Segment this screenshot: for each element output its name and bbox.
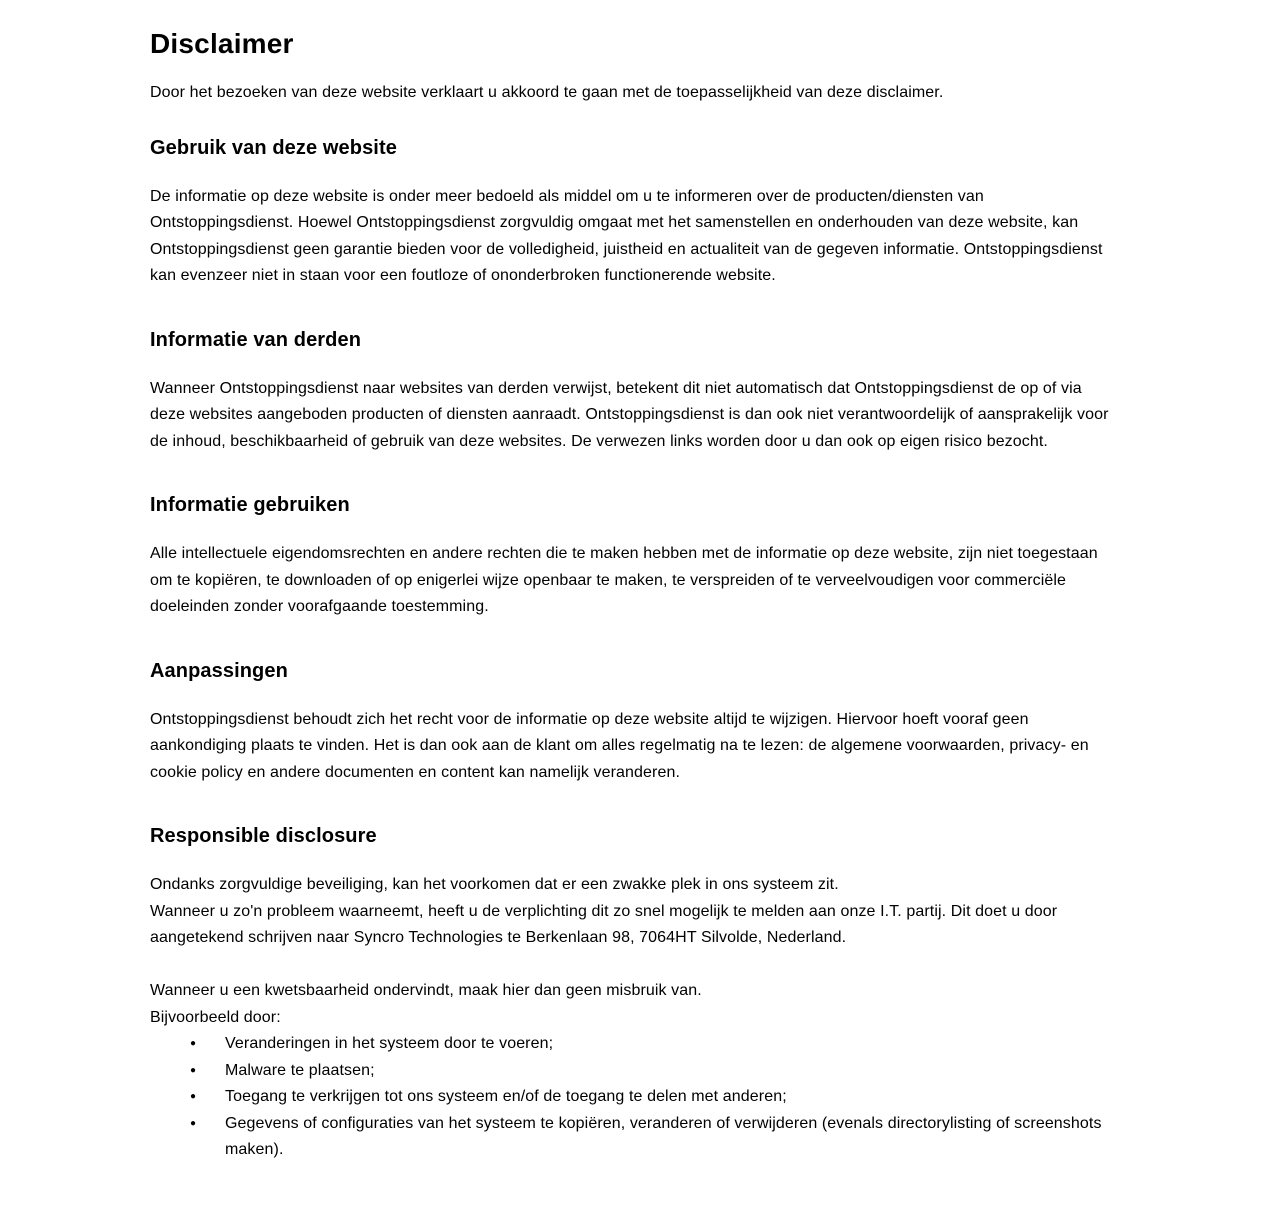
section-heading: Aanpassingen bbox=[150, 659, 288, 682]
section-paragraph bbox=[150, 978, 1118, 1031]
bullet-icon: ● bbox=[190, 1038, 197, 1049]
section-heading: Informatie van derden bbox=[150, 328, 362, 351]
section-paragraph: Ontstoppingsdienst behoudt zich het recht voor de informatie op deze website altijd te wijzigen. Hiervoor hoeft vooraf geen aankondiging plaats te vinden. Het is dan ook aan de klant om alles regelmatig na te lezen: de algemene voorwaarden, privacy- en cookie policy en andere documenten en content kan namelijk veranderen. bbox=[150, 710, 1089, 781]
section-gebruik-van-deze-website bbox=[150, 136, 1118, 290]
section-paragraph bbox=[150, 872, 1118, 952]
paragraph-line: Wanneer u zo'n probleem waarneemt, heeft u de verplichting dit zo snel mogelijk te melden aan onze I.T. partij. Dit doet u door aangetekend schrijven naar Syncro Technologies te Berkenlaan 98, 7064HT Silvolde, Nederland. bbox=[150, 902, 1058, 946]
page-title: Disclaimer bbox=[150, 28, 294, 59]
section-informatie-gebruiken bbox=[150, 493, 1118, 621]
list-item-text: Malware te plaatsen; bbox=[225, 1061, 375, 1079]
paragraph-line: Ondanks zorgvuldige beveiliging, kan het voorkomen dat er een zwakke plek in ons systeem zit. bbox=[150, 876, 839, 893]
list-item-text: Gegevens of configuraties van het systeem te kopiëren, veranderen of verwijderen (evenals directorylisting of screenshots maken). bbox=[225, 1114, 1102, 1158]
section-paragraph: De informatie op deze website is onder meer bedoeld als middel om u te informeren over de producten/diensten van Ontstoppingsdienst. Hoewel Ontstoppingsdienst zorgvuldig omgaat met het samenstellen en onderhouden van deze website, kan Ontstoppingsdienst geen garantie bieden voor de volledigheid, juistheid en actualiteit van de gegeven informatie. Ontstoppingsdienst kan evenzeer niet in staan voor een foutloze of ononderbroken functionerende website. bbox=[150, 187, 1103, 284]
section-paragraph: Wanneer Ontstoppingsdienst naar websites van derden verwijst, betekent dit niet automatisch dat Ontstoppingsdienst de op of via deze websites aangeboden producten of diensten aanraadt. Ontstoppingsdienst is dan ook niet verantwoordelijk of aansprakelijk voor de inhoud, beschikbaarheid of gebruik van deze websites. De verwezen links worden door u dan ook op eigen risico bezocht. bbox=[150, 379, 1109, 450]
bullet-list bbox=[150, 1031, 1118, 1164]
list-item-text: Toegang te verkrijgen tot ons systeem en/of de toegang te delen met anderen; bbox=[225, 1088, 787, 1105]
section-aanpassingen bbox=[150, 659, 1118, 787]
section-heading: Informatie gebruiken bbox=[150, 494, 350, 516]
list-item bbox=[150, 1031, 1118, 1058]
list-item bbox=[150, 1111, 1118, 1164]
section-responsible-disclosure bbox=[150, 824, 1118, 1164]
intro-paragraph: Door het bezoeken van deze website verklaart u akkoord te gaan met de toepasselijkheid van deze disclaimer. bbox=[150, 84, 944, 101]
paragraph-line: Bijvoorbeeld door: bbox=[150, 1008, 281, 1026]
bullet-icon: ● bbox=[190, 1117, 197, 1129]
bullet-icon: ● bbox=[190, 1091, 197, 1102]
section-heading: Gebruik van deze website bbox=[150, 136, 397, 159]
section-paragraph: Alle intellectuele eigendomsrechten en andere rechten die te maken hebben met de informatie op deze website, zijn niet toegestaan om te kopiëren, te downloaden of op enigerlei wijze openbaar te maken, te verspreiden of te verveelvoudigen voor commerciële doeleinden zonder voorafgaande toestemming. bbox=[150, 545, 1098, 615]
list-item bbox=[150, 1058, 1118, 1085]
list-item-text: Veranderingen in het systeem door te voeren; bbox=[225, 1035, 554, 1052]
paragraph-line: Wanneer u een kwetsbaarheid ondervindt, maak hier dan geen misbruik van. bbox=[150, 982, 702, 999]
bullet-icon: ● bbox=[190, 1064, 197, 1076]
section-informatie-van-derden bbox=[150, 328, 1118, 456]
list-item bbox=[150, 1084, 1118, 1111]
section-heading: Responsible disclosure bbox=[150, 825, 377, 847]
